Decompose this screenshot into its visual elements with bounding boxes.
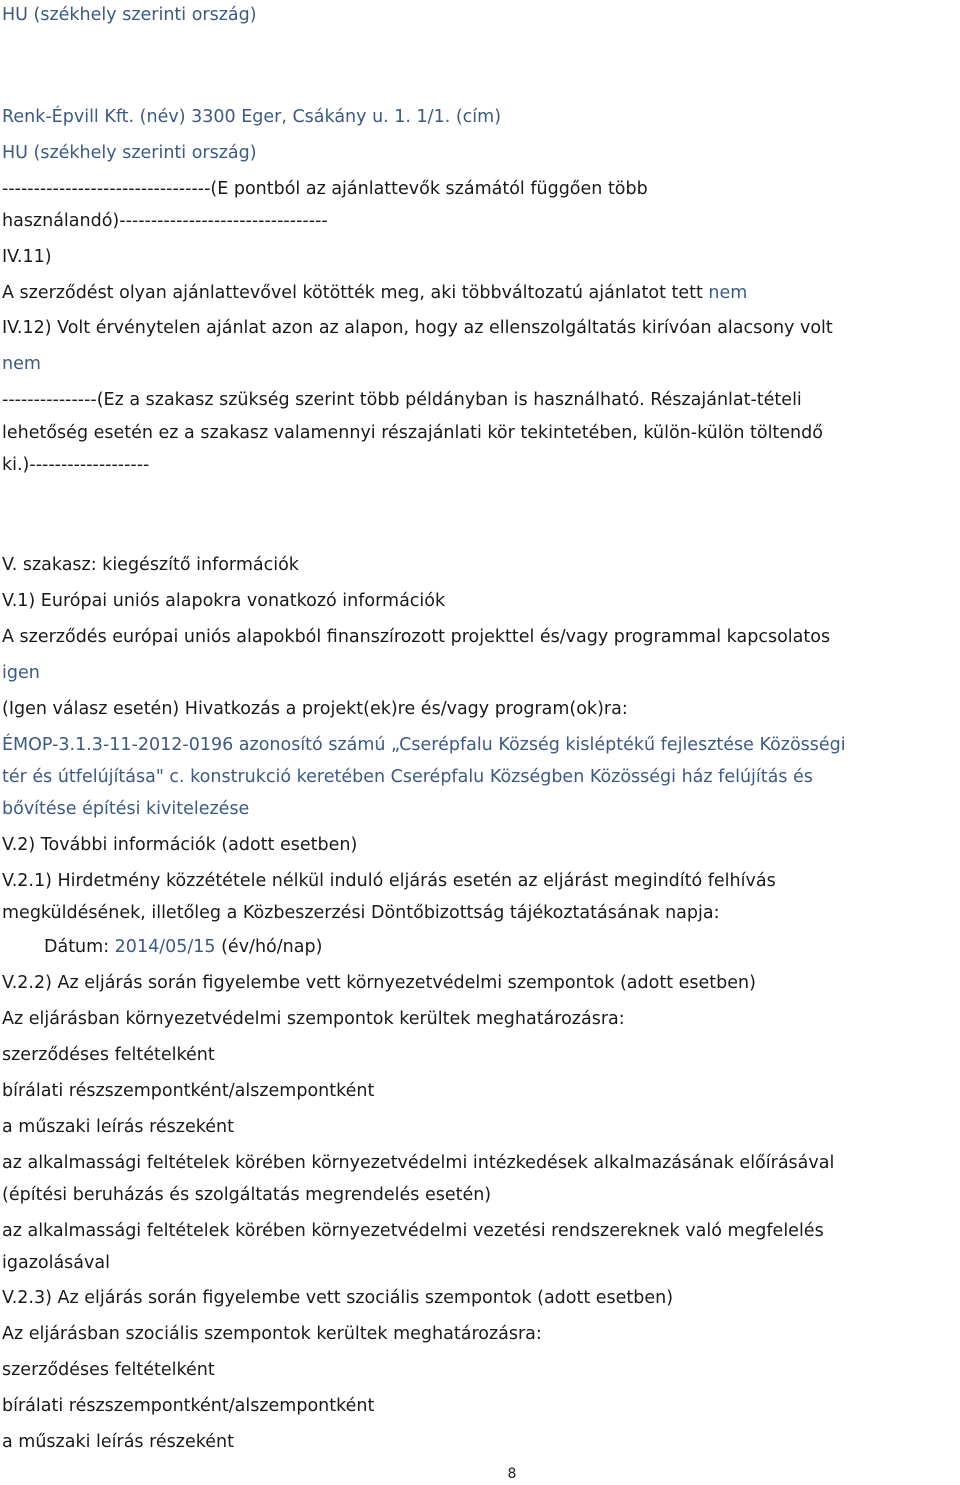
section-v23-heading: V.2.3) Az eljárás során figyelembe vett szociális szempontok (adott esetben) xyxy=(2,1288,674,1308)
separator-note: használandó)--------------------------------- xyxy=(2,211,328,231)
date-label: Dátum: xyxy=(44,937,115,957)
date-format: (év/hó/nap) xyxy=(215,937,323,957)
separator-note: ---------------(Ez a szakasz szükség szerint több példányban is használható. Részajánlat-tételi xyxy=(2,390,802,410)
date-line xyxy=(44,935,322,959)
section-v22-question: Az eljárásban környezetvédelmi szempontok kerültek meghatározásra: xyxy=(2,1009,625,1029)
section-v21-question: megküldésének, illetőleg a Közbeszerzési Döntőbizottság tájékoztatásának napja: xyxy=(2,903,720,923)
list-item: szerződéses feltételként xyxy=(2,1360,215,1380)
separator-note: lehetőség esetén ez a szakasz valamennyi részajánlati kör tekintetében, külön-külön töltendő xyxy=(2,423,823,443)
separator-note: ---------------------------------(E pontból az ajánlattevők számától függően több xyxy=(2,179,648,199)
section-iv11-question xyxy=(2,281,747,305)
list-item: szerződéses feltételként xyxy=(2,1045,215,1065)
question-text: A szerződést olyan ajánlattevővel kötötték meg, aki többváltozatú ajánlatot tett xyxy=(2,283,709,303)
answer-value: nem xyxy=(708,283,748,303)
separator-note: ki.)------------------- xyxy=(2,455,150,475)
project-reference-value: bővítése építési kivitelezése xyxy=(2,799,250,819)
list-item: az alkalmassági feltételek körében környezetvédelmi vezetési rendszereknek való megfelelés xyxy=(2,1221,824,1241)
country-line: HU (székhely szerinti ország) xyxy=(2,143,257,163)
section-v21-question: V.2.1) Hirdetmény közzététele nélkül induló eljárás esetén az eljárást megindító felhívás xyxy=(2,871,776,891)
project-reference-value: ÉMOP-3.1.3-11-2012-0196 azonosító számú „Cserépfalu Község kisléptékű fejlesztése Közösségi xyxy=(2,735,846,755)
project-reference-value: tér és útfelújítása" c. konstrukció keretében Cserépfalu Községben Közösségi ház felújítás és xyxy=(2,767,813,787)
section-v1-heading: V.1) Európai uniós alapokra vonatkozó információk xyxy=(2,591,446,611)
list-item: a műszaki leírás részeként xyxy=(2,1432,234,1452)
list-item: bírálati részszempontként/alszempontként xyxy=(2,1396,375,1416)
section-v2-heading: V.2) További információk (adott esetben) xyxy=(2,835,358,855)
list-item: a műszaki leírás részeként xyxy=(2,1117,234,1137)
list-item: az alkalmassági feltételek körében környezetvédelmi intézkedések alkalmazásának előírásával xyxy=(2,1153,835,1173)
list-item: igazolásával xyxy=(2,1253,110,1273)
section-iv12-question: IV.12) Volt érvénytelen ajánlat azon az alapon, hogy az ellenszolgáltatás kirívóan alacsony volt xyxy=(2,318,833,338)
section-v23-question: Az eljárásban szociális szempontok kerültek meghatározásra: xyxy=(2,1324,542,1344)
contractor-name-address: Renk-Épvill Kft. (név) 3300 Eger, Csákány u. 1. 1/1. (cím) xyxy=(2,107,502,127)
section-v22-heading: V.2.2) Az eljárás során figyelembe vett környezetvédelmi szempontok (adott esetben) xyxy=(2,973,756,993)
section-iv11-heading: IV.11) xyxy=(2,247,52,267)
list-item: (építési beruházás és szolgáltatás megrendelés esetén) xyxy=(2,1185,492,1205)
list-item: bírálati részszempontként/alszempontként xyxy=(2,1081,375,1101)
section-v-heading: V. szakasz: kiegészítő információk xyxy=(2,555,299,575)
section-v1-question: A szerződés európai uniós alapokból finanszírozott projekttel és/vagy programmal kapcsolatos xyxy=(2,627,831,647)
answer-value: igen xyxy=(2,663,40,683)
country-line: HU (székhely szerinti ország) xyxy=(2,5,257,25)
answer-value: nem xyxy=(2,354,41,374)
project-reference-label: (Igen válasz esetén) Hivatkozás a projekt(ek)re és/vagy program(ok)ra: xyxy=(2,699,628,719)
page-number: 8 xyxy=(507,1466,517,1482)
date-value: 2014/05/15 xyxy=(114,937,216,957)
